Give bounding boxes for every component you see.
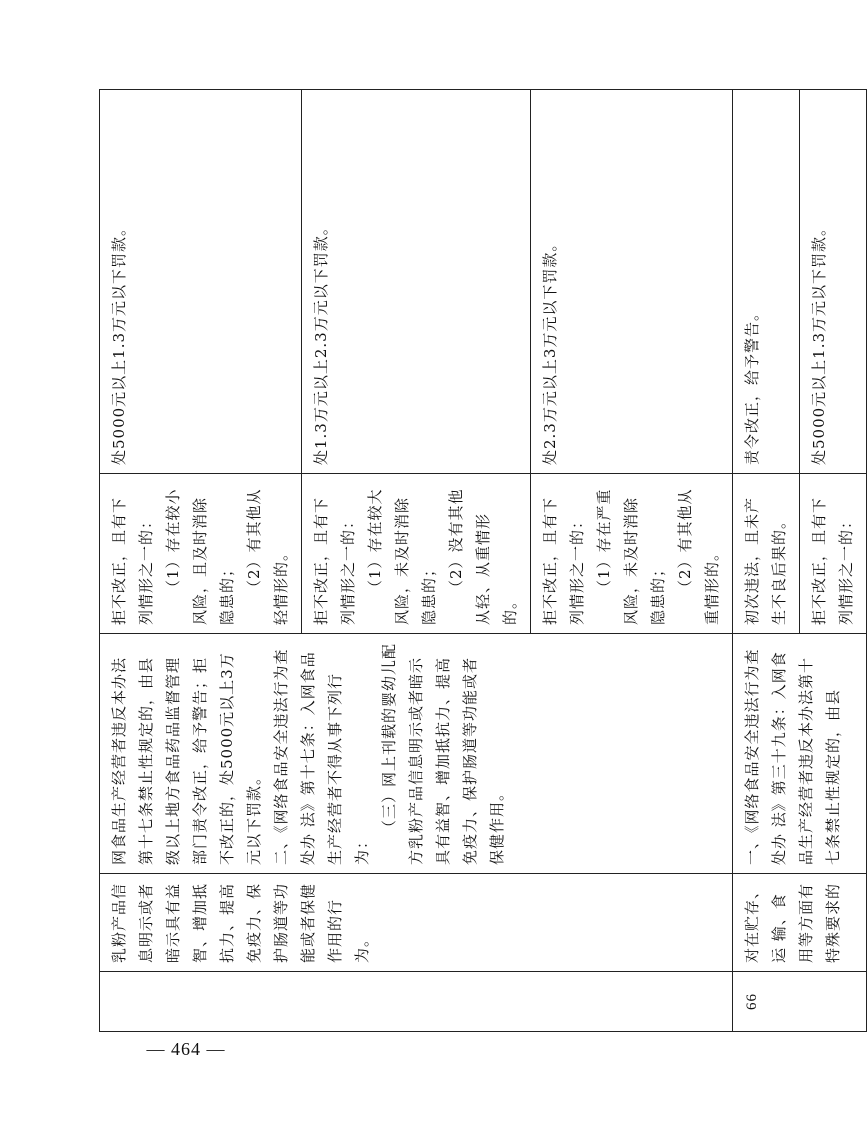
circumstance-cell [800,474,867,634]
circumstance-line: （1）存在较大风险，未及时消除隐患的； [366,488,438,625]
legal-basis-para: 二、《网络食品安全违法行为查处办 法》第十七条：入网食品生产经营者不得从事下列行为： [272,648,371,865]
penalty-table [99,89,867,1032]
circumstance-line: （1）存在严重风险，未及时消除隐患的； [595,488,667,625]
violation-item-text: 乳粉产品信息明示或者暗示具有益智、增加抵抗力、提高免疫力、保护肠道等功能或者保健作用的行为。 [110,882,371,963]
violation-item-cell [100,874,733,972]
penalty-standard-text: 责令改正，给予警告。 [743,304,761,465]
circumstance-line: （2）有其他从重情形的。 [676,488,721,625]
penalty-standard-text: 处1.3万元以上2.3万元以下罚款。 [312,219,330,465]
penalty-standard-cell [733,90,800,474]
legal-basis-cell [733,634,867,874]
violation-item-cell [733,874,867,972]
legal-basis-para: 一、《网络食品安全违法行为查处办 法》第三十九条：入网食品生产经营者违反本办法第十七条禁止性规定的，由县 [743,648,842,865]
penalty-standard-cell [302,90,531,474]
rotated-table-frame [99,90,855,1032]
penalty-standard-cell [100,90,302,474]
circumstance-cell [733,474,800,634]
item-number-cell: 66 [733,972,867,1032]
penalty-standard-cell [800,90,867,474]
item-number-cell [100,972,733,1032]
circumstance-line: 拒不改正，且有下列情形之一的： [110,496,155,625]
legal-basis-para: （三）网上刊载的婴幼儿配方乳粉产品信息明示或者暗示具有益智、增加抵抗力、提高免疫力、保护肠道等功能或者保健作用。 [380,642,506,865]
penalty-standard-text: 处5000元以上1.3万元以下罚款。 [110,219,128,465]
circumstance-line: 初次违法，且未产生不良后果的。 [743,496,788,625]
circumstance-line: 拒不改正，且有下列情形之一的： [541,496,586,625]
penalty-standard-text: 处5000元以上1.3万元以下罚款。 [810,219,828,465]
page-number: — 464 — [146,1039,226,1059]
circumstance-cell [531,474,733,634]
circumstance-cell [100,474,302,634]
penalty-standard-cell [531,90,733,474]
circumstance-cell [302,474,531,634]
circumstance-line: 拒不改正，且有下列情形之一的： [312,496,357,625]
legal-basis-cell [100,634,733,874]
penalty-standard-text: 处2.3万元以上3万元以下罚款。 [541,235,559,465]
circumstance-line: （2）没有其他从轻、从重情形的。 [447,488,519,625]
circumstance-line: （1）存在较小风险，且及时消除隐患的； [164,488,236,625]
circumstance-line: （2）有其他从轻情形的。 [245,488,290,625]
legal-basis-para: 网食品生产经营者违反本办法第十七条禁止性规定的，由县级以上地方食品药品监督管理部门责令改正，给予警告；拒不改正的，处5000元以上3万元以下罚款。 [110,652,263,865]
violation-item-text: 对在贮存、运 输、食用等方面有特殊要求的 [743,882,842,963]
circumstance-line: 拒不改正，且有下列情形之一的： [810,496,855,625]
